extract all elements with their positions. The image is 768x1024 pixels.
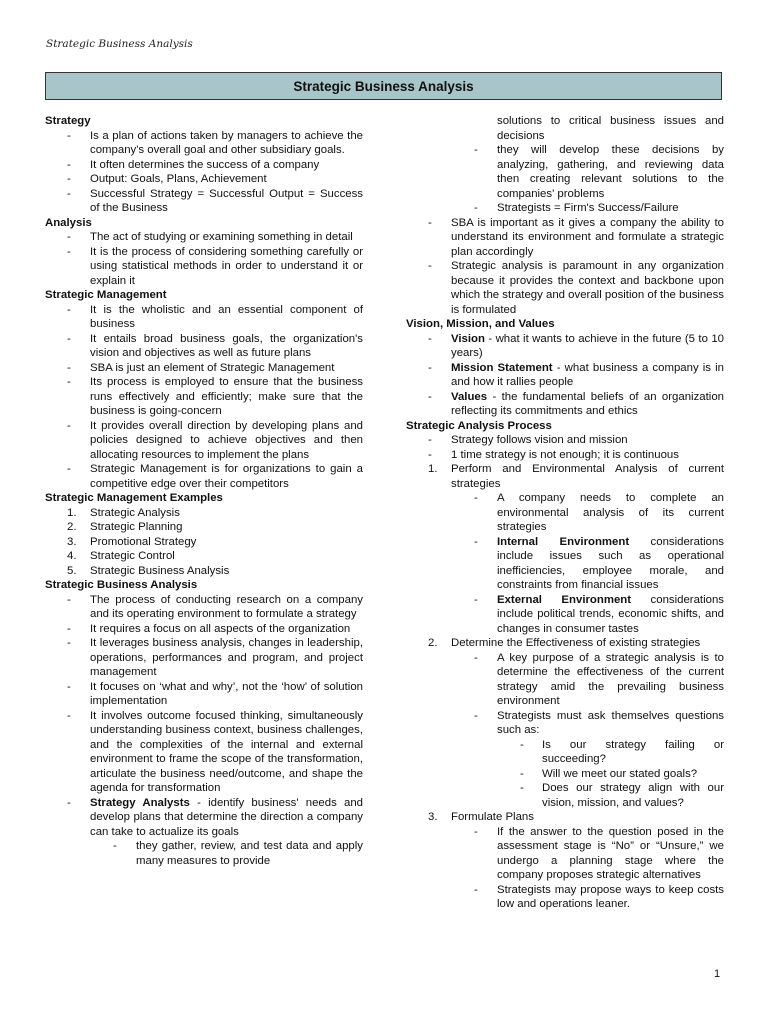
item-text: If the answer to the question posed in the assessment stage is “No” or “Unsure,” we undergo a planning stage where the company proposes strategic alternatives	[497, 825, 724, 881]
list-item	[406, 651, 724, 709]
list-item	[45, 129, 363, 158]
item-number: 4.	[67, 550, 77, 562]
dash-bullet: -	[474, 535, 478, 548]
list-item	[45, 230, 363, 245]
item-text: Strategy follows vision and mission	[451, 434, 628, 446]
dash-bullet: -	[474, 883, 478, 896]
dash-bullet: -	[67, 303, 71, 316]
dash-bullet: -	[428, 216, 432, 229]
item-number: 3.	[428, 811, 438, 823]
dash-bullet: -	[428, 260, 432, 272]
dash-bullet: -	[474, 709, 478, 722]
list-item	[45, 796, 363, 840]
dash-bullet: -	[474, 492, 478, 504]
list-item	[406, 390, 724, 419]
numbered-item	[406, 810, 724, 825]
item-text: Formulate Plans	[451, 811, 534, 823]
item-text: - the fundamental beliefs of an organization reflecting its commitments and ethics	[451, 390, 724, 417]
list-item	[45, 375, 363, 419]
numbered-item	[45, 520, 363, 535]
dash-bullet: -	[67, 463, 71, 475]
dash-bullet: -	[520, 782, 524, 794]
list-item	[406, 593, 724, 637]
list-item	[45, 303, 363, 332]
bold-term: Strategy Analysts	[90, 796, 190, 809]
bold-term: Vision	[451, 332, 485, 345]
item-text: Strategists = Firm's Success/Failure	[497, 202, 679, 214]
list-item	[406, 491, 724, 535]
item-text: Output: Goals, Plans, Achievement	[90, 173, 267, 185]
page-title: Strategic Business Analysis	[45, 72, 722, 100]
item-text: Perform and Environmental Analysis of current strategies	[451, 463, 724, 490]
list-item	[45, 361, 363, 376]
item-text: Its process is employed to ensure that the business runs effectively and efficiently; make sure that the business is going-concern	[90, 376, 363, 417]
item-number: 2.	[67, 521, 77, 533]
item-text: they will develop these decisions by analyzing, gathering, and reviewing data then creating relevant solutions to the companies' problems	[497, 144, 724, 200]
item-text: Successful Strategy = Successful Output = Success of the Business	[90, 187, 363, 214]
item-text: Will we meet our stated goals?	[542, 767, 698, 780]
dash-bullet: -	[67, 637, 71, 649]
list-item	[45, 636, 363, 680]
section-heading: Strategic Management Examples	[45, 492, 223, 504]
dash-bullet: -	[428, 332, 432, 345]
dash-bullet: -	[67, 187, 71, 200]
list-item	[406, 201, 724, 216]
dash-bullet: -	[520, 767, 524, 780]
dash-bullet: -	[67, 593, 71, 606]
list-item	[45, 622, 363, 637]
dash-bullet: -	[520, 738, 524, 751]
dash-bullet: -	[113, 840, 117, 852]
list-item	[406, 825, 724, 883]
numbered-item	[45, 564, 363, 579]
dash-bullet: -	[67, 680, 71, 693]
bold-term: Internal Environment	[497, 535, 630, 548]
dash-bullet: -	[474, 593, 478, 606]
list-item	[406, 781, 724, 810]
item-text: solutions to critical business issues and decisions	[497, 115, 724, 142]
list-item	[406, 361, 724, 390]
dash-bullet: -	[428, 361, 432, 374]
list-item	[406, 535, 724, 593]
list-item	[406, 259, 724, 317]
item-text: It often determines the success of a company	[90, 158, 320, 171]
list-item	[406, 332, 724, 361]
item-text: 1 time strategy is not enough; it is continuous	[451, 448, 679, 461]
item-text: It provides overall direction by developing plans and policies designed to achieve objectives and then allocating resources to implement the plans	[90, 419, 363, 461]
item-text: Promotional Strategy	[90, 535, 197, 548]
list-item	[45, 593, 363, 622]
dash-bullet: -	[67, 173, 71, 185]
item-text: SBA is important as it gives a company the ability to understand its environment and formulate a strategic plan accordingly	[451, 216, 724, 258]
list-item	[45, 709, 363, 796]
list-item	[45, 680, 363, 709]
list-item	[406, 883, 724, 912]
item-number: 2.	[428, 637, 438, 649]
section-heading: Strategy	[45, 115, 91, 127]
dash-bullet: -	[67, 231, 71, 243]
list-item	[45, 332, 363, 361]
list-item	[45, 839, 363, 868]
item-text: Determine the Effectiveness of existing strategies	[451, 637, 701, 649]
item-text: It entails broad business goals, the organization's vision and objectives as well as future plans	[90, 332, 363, 359]
item-text: SBA is just an element of Strategic Management	[90, 361, 335, 374]
list-item	[45, 172, 363, 187]
item-text: Strategic analysis is paramount in any organization because it provides the context and backbone upon which the strategy and overall position of the business is formulated	[451, 260, 724, 316]
dash-bullet: -	[428, 390, 432, 403]
list-item	[45, 462, 363, 491]
item-text: A company needs to complete an environmental analysis of its current strategies	[497, 492, 724, 533]
numbered-item	[406, 462, 724, 491]
item-text: Strategists may propose ways to keep costs low and operations leaner.	[497, 883, 724, 910]
left-column	[45, 114, 363, 868]
list-item	[406, 738, 724, 767]
list-item-continuation	[406, 114, 724, 143]
dash-bullet: -	[67, 796, 71, 809]
section-heading: Strategic Management	[45, 289, 167, 301]
item-number: 1.	[428, 463, 438, 475]
dash-bullet: -	[67, 332, 71, 345]
page-number: 1	[714, 968, 721, 980]
list-item	[406, 448, 724, 463]
item-text: Strategic Planning	[90, 521, 183, 533]
item-text: It is the process of considering something carefully or using statistical methods in order to understand it or explain it	[90, 245, 363, 287]
dash-bullet: -	[67, 245, 71, 258]
dash-bullet: -	[67, 129, 71, 142]
numbered-item	[45, 535, 363, 550]
section-heading: Vision, Mission, and Values	[406, 318, 555, 330]
dash-bullet: -	[428, 434, 432, 446]
section-heading: Analysis	[45, 216, 92, 229]
item-text: - what it wants to achieve in the future (5 to 10 years)	[451, 332, 724, 359]
right-column	[406, 114, 724, 912]
list-item	[45, 158, 363, 173]
item-text: Does our strategy align with our vision, mission, and values?	[542, 782, 724, 809]
item-text: Strategic Analysis	[90, 506, 180, 519]
item-text: Is a plan of actions taken by managers to achieve the company's overall goal and other subsidiary goals.	[90, 129, 363, 156]
dash-bullet: -	[67, 709, 71, 722]
item-number: 3.	[67, 535, 77, 548]
item-text: It leverages business analysis, changes in leadership, operations, performances and program, and project management	[90, 637, 363, 678]
dash-bullet: -	[67, 376, 71, 388]
bold-term: External Environment	[497, 593, 632, 606]
list-item	[406, 767, 724, 782]
item-text: considerations include issues such as operational inefficiencies, employee morale, and constraints from financial issues	[497, 535, 724, 591]
numbered-item	[406, 636, 724, 651]
item-text: considerations include political trends, economic shifts, and changes in consumer tastes	[497, 593, 724, 635]
dash-bullet: -	[474, 825, 478, 838]
list-item	[406, 709, 724, 738]
list-item	[45, 187, 363, 216]
item-text: Strategic Control	[90, 550, 175, 562]
item-text: Strategic Business Analysis	[90, 564, 230, 577]
item-text: Strategic Management is for organizations to gain a competitive edge over their competitors	[90, 463, 363, 490]
dash-bullet: -	[474, 144, 478, 156]
dash-bullet: -	[428, 448, 432, 461]
bold-term: Values	[451, 390, 488, 403]
item-text: It focuses on ‘what and why’, not the ‘how’ of solution implementation	[90, 680, 363, 707]
dash-bullet: -	[474, 202, 478, 214]
list-item	[45, 419, 363, 463]
item-text: they gather, review, and test data and apply many measures to provide	[136, 840, 363, 867]
item-text: A key purpose of a strategic analysis is to determine the effectiveness of the current strategy amid the prevailing business environment	[497, 651, 724, 707]
list-item	[406, 143, 724, 201]
item-text: The act of studying or examining something in detail	[90, 231, 353, 243]
numbered-item	[45, 549, 363, 564]
running-header: Strategic Business Analysis	[46, 38, 193, 50]
item-text: The process of conducting research on a company and its operating environment to formulate a strategy	[90, 593, 363, 620]
list-item	[406, 433, 724, 448]
item-text: It requires a focus on all aspects of the organization	[90, 622, 351, 635]
numbered-item	[45, 506, 363, 521]
item-text: Is our strategy failing or succeeding?	[542, 738, 724, 765]
list-item	[45, 245, 363, 289]
item-text: It is the wholistic and an essential component of business	[90, 303, 363, 330]
list-item	[406, 216, 724, 260]
item-text: Strategists must ask themselves questions such as:	[497, 709, 724, 736]
dash-bullet: -	[67, 419, 71, 432]
item-text: - identify business' needs and develop plans that determine the direction a company can take to actualize its goals	[90, 796, 363, 838]
item-number: 1.	[67, 506, 77, 519]
section-heading: Strategic Analysis Process	[406, 419, 552, 432]
dash-bullet: -	[67, 622, 71, 635]
item-number: 5.	[67, 564, 77, 577]
bold-term: Mission Statement	[451, 361, 553, 374]
section-heading: Strategic Business Analysis	[45, 579, 198, 591]
dash-bullet: -	[67, 158, 71, 171]
item-text: - what business a company is in and how it rallies people	[451, 361, 724, 388]
dash-bullet: -	[67, 361, 71, 374]
item-text: It involves outcome focused thinking, simultaneously understanding business context, business challenges, and the complexities of the internal and external environment to frame the scope of the transformation, articulate the business need/outcome, and shape the agenda for transformation	[90, 709, 363, 794]
dash-bullet: -	[474, 651, 478, 664]
